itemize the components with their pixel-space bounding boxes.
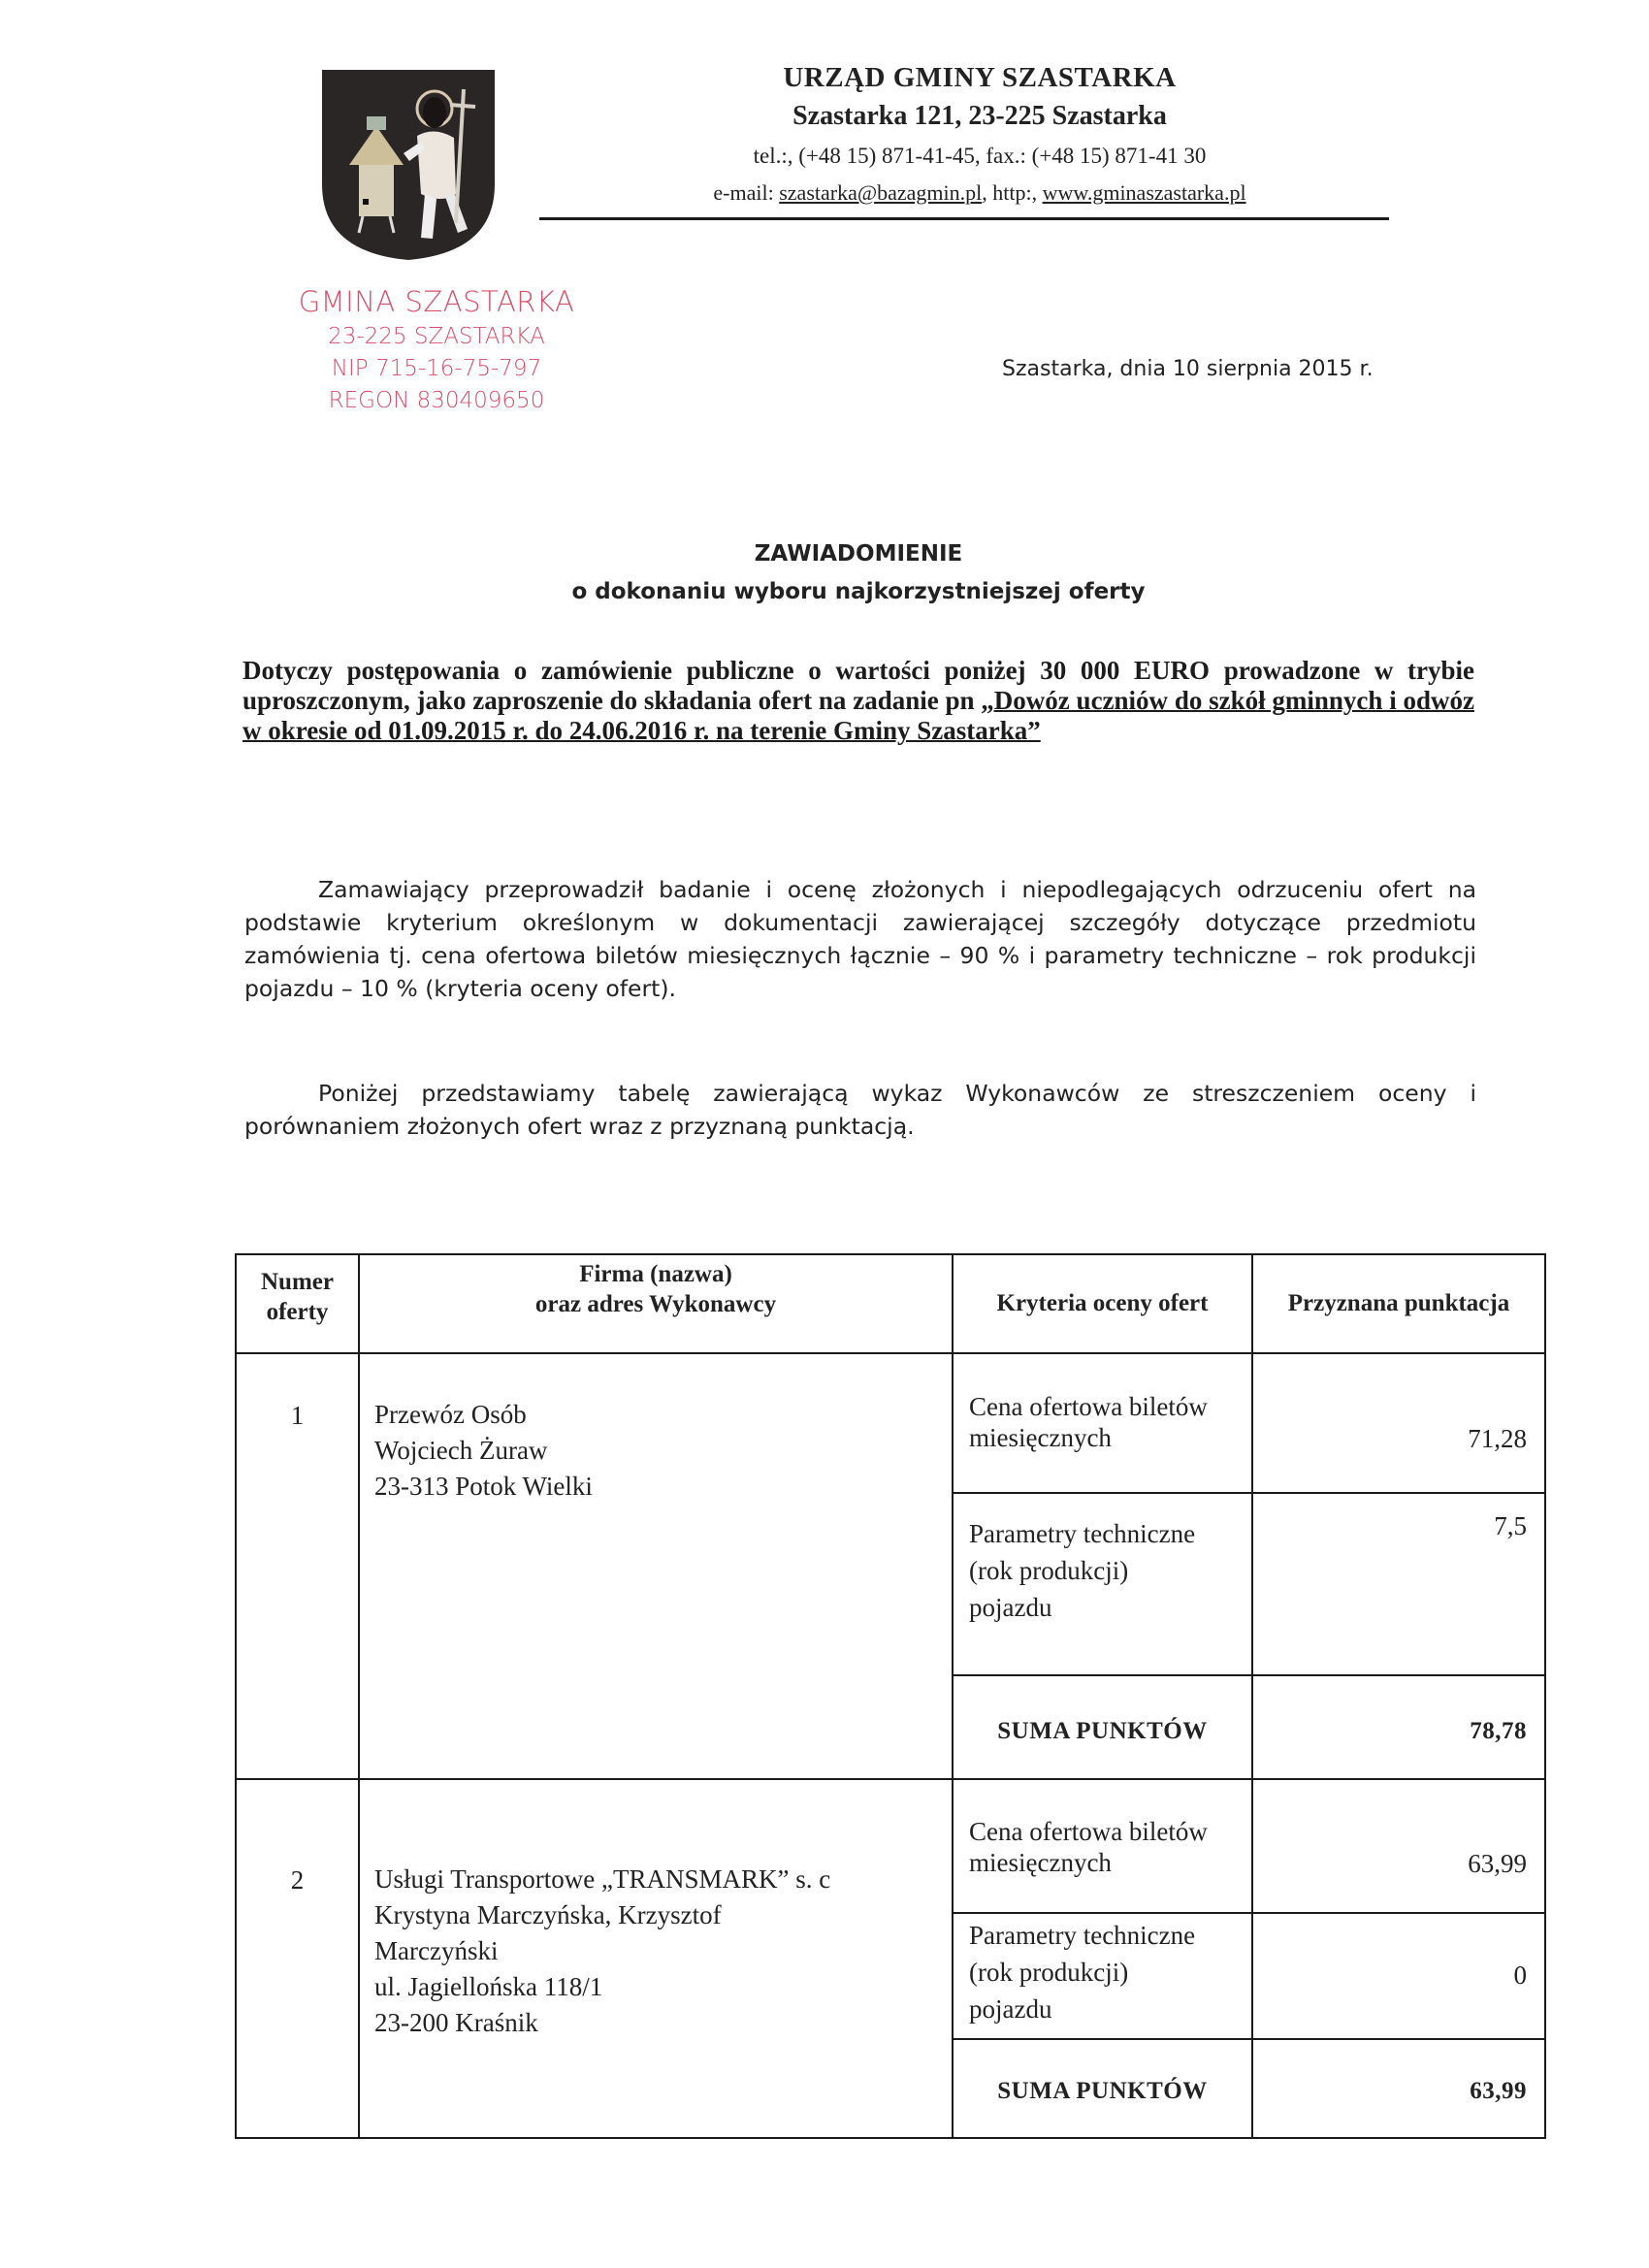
company-line: Usługi Transportowe „TRANSMARK” s. c: [374, 1864, 831, 1894]
document-title: ZAWIADOMIENIE: [754, 541, 963, 567]
table-divider: [952, 1492, 1544, 1494]
sum-label: SUMA PUNKTÓW: [997, 2078, 1208, 2104]
header-criteria: Kryteria oceny ofert: [996, 1290, 1209, 1316]
sum-label: SUMA PUNKTÓW: [997, 1718, 1208, 1744]
office-phone-fax: tel.:, (+48 15) 871-41-45, fax.: (+48 15) 871-41 30: [753, 144, 1207, 168]
results-table: [235, 1253, 1546, 2139]
company-line: Marczyński: [374, 1936, 499, 1965]
criterion-label: [969, 1917, 1245, 2027]
header-score: Przyznana punktacja: [1287, 1290, 1510, 1316]
email-link[interactable]: szastarka@bazagmin.pl: [779, 180, 983, 205]
criterion-line: pojazdu: [969, 1994, 1052, 2024]
offer-number: 1: [290, 1401, 305, 1430]
offer-number: 2: [290, 1865, 305, 1895]
stamp-regon: REGON 830409650: [328, 388, 545, 413]
table-divider: [358, 1255, 360, 2137]
document-date: Szastarka, dnia 10 sierpnia 2015 r.: [1002, 357, 1374, 381]
header-company-line: Firma (nazwa): [579, 1261, 732, 1287]
company-line: Krystyna Marczyńska, Krzysztof: [374, 1900, 722, 1929]
stamp-nip: NIP 715-16-75-797: [331, 356, 542, 381]
company-line: ul. Jagiellońska 118/1: [374, 1972, 603, 2001]
criterion-line: miesięcznych: [969, 1423, 1112, 1452]
office-contact-line: [543, 180, 1416, 206]
header-company-line: oraz adres Wykonawcy: [534, 1291, 777, 1317]
sum-score: 78,78: [1470, 1718, 1527, 1744]
sum-score: 63,99: [1470, 2078, 1527, 2104]
header-number: [237, 1267, 358, 1327]
criterion-line: pojazdu: [969, 1593, 1052, 1622]
table-divider: [952, 1255, 954, 2137]
body-paragraph-1: Zamawiający przeprowadził badanie i ocenę złożonych i niepodlegających odrzuceniu ofert na podstawie kryterium określonym w dokumentacji zawierającej szczegóły dotyczące przedmiotu zamówienia tj. cena ofertowa biletów miesięcznych łącznie – 90 % i parametry techniczne – rok produkcji pojazdu – 10 % (kryteria oceny ofert).: [244, 876, 1476, 1002]
office-name: URZĄD GMINY SZASTARKA: [783, 62, 1177, 93]
company-line: Przewóz Osób: [374, 1400, 527, 1429]
criterion-line: (rok produkcji): [969, 1556, 1129, 1585]
subject-paragraph: [242, 656, 1474, 746]
body-paragraph-2: Poniżej przedstawiamy tabelę zawierającą wykaz Wykonawców ze streszczeniem oceny i porównaniem złożonych ofert wraz z przyznaną punktacją.: [244, 1080, 1476, 1140]
criterion-score: 71,28: [1468, 1424, 1527, 1453]
http-label: , http:,: [982, 180, 1043, 205]
criterion-line: Cena ofertowa biletów: [969, 1392, 1208, 1421]
header-company: [360, 1259, 952, 1319]
header-number-line: oferty: [266, 1299, 329, 1325]
office-address: Szastarka 121, 23-225 Szastarka: [792, 101, 1167, 131]
criterion-score: 7,5: [1494, 1511, 1527, 1540]
stamp-postcode: 23-225 SZASTARKA: [328, 324, 545, 349]
letterhead-divider: [539, 217, 1389, 220]
criterion-score: 0: [1513, 1960, 1527, 1990]
criterion-score: 63,99: [1468, 1849, 1527, 1878]
header-number-line: Numer: [261, 1269, 334, 1295]
criterion-label: [969, 1391, 1245, 1453]
criterion-line: miesięcznych: [969, 1848, 1112, 1877]
website-link[interactable]: www.gminaszastarka.pl: [1042, 180, 1246, 205]
table-divider: [952, 2038, 1544, 2040]
email-label: e-mail:: [713, 180, 780, 205]
table-divider: [952, 1674, 1544, 1676]
table-divider: [237, 1778, 1544, 1780]
stamp-name: GMINA SZASTARKA: [298, 285, 575, 318]
table-divider: [952, 1912, 1544, 1914]
subject-task: „Dowóz uczniów do szkół gminnych i odwóz w okresie od 01.09.2015 r. do 24.06.2016 r. na terenie Gminy Szastarka”: [242, 686, 1474, 745]
company-line: Wojciech Żuraw: [374, 1436, 548, 1465]
company-line: 23-313 Potok Wielki: [374, 1472, 593, 1501]
table-divider: [237, 1352, 1544, 1354]
criterion-line: (rok produkcji): [969, 1958, 1129, 1987]
company-info: [374, 1862, 952, 2041]
criterion-line: Parametry techniczne: [969, 1921, 1196, 1950]
company-line: 23-200 Kraśnik: [374, 2008, 538, 2037]
coat-of-arms-icon: [320, 68, 497, 262]
document-subtitle: o dokonaniu wyboru najkorzystniejszej oferty: [571, 579, 1146, 604]
company-info: [374, 1397, 947, 1505]
criterion-label: [969, 1816, 1245, 1878]
criterion-line: Parametry techniczne: [969, 1519, 1196, 1548]
table-divider: [1251, 1255, 1253, 2137]
subject-intro: Dotyczy postępowania o zamówienie publiczne o wartości poniżej 30 000 EURO prowadzone w trybie uproszczonym, jako zaproszenie do składania ofert na zadanie pn: [242, 656, 1474, 715]
criterion-label: [969, 1515, 1245, 1626]
criterion-line: Cena ofertowa biletów: [969, 1817, 1208, 1846]
